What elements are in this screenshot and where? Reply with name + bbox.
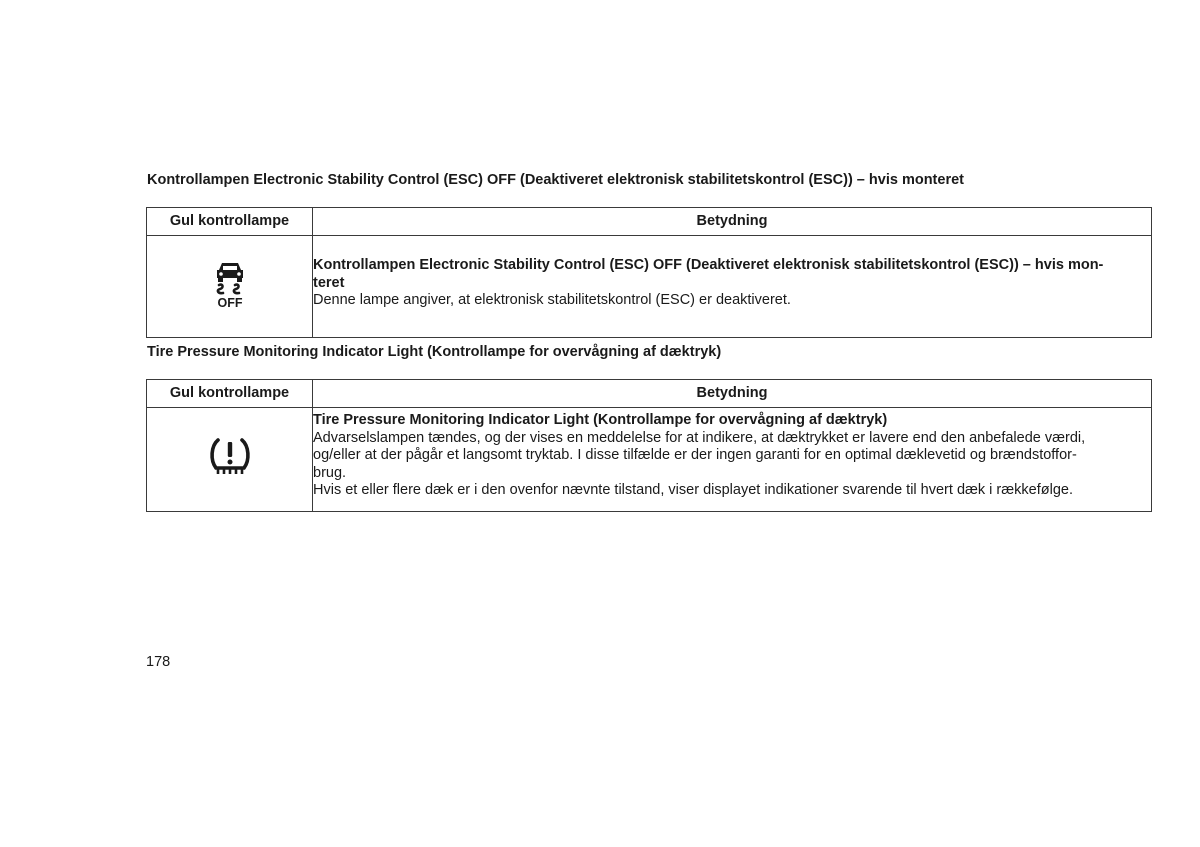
tire-pressure-table [146, 379, 1152, 512]
meaning-cell [313, 408, 1152, 512]
column-header-meaning: Betydning [313, 208, 1152, 236]
esc-off-description: Denne lampe angiver, at elektronisk stabilitetskontrol (ESC) er deaktiveret. [313, 292, 791, 308]
column-header-meaning: Betydning [313, 380, 1152, 408]
esc-off-icon-label: OFF [217, 295, 242, 309]
tire-pressure-icon [206, 436, 254, 478]
tire-pressure-title: Tire Pressure Monitoring Indicator Light (Kontrollampe for overvågning af dæktryk) [313, 412, 888, 428]
column-header-lamp: Gul kontrollampe [147, 380, 313, 408]
esc-off-table [146, 207, 1152, 338]
lamp-icon-cell [147, 236, 313, 338]
tire-pressure-text-line3: brug. [313, 464, 347, 481]
table-header-row [147, 208, 1152, 236]
lamp-icon-cell [147, 408, 313, 512]
tire-pressure-section-heading: Tire Pressure Monitoring Indicator Light (Kontrollampe for overvågning af dæktryk) [147, 344, 722, 360]
tire-pressure-text-line2: og/eller at der pågår et langsomt tryktab. I disse tilfælde er der ingen garanti for en optimal dæklevetid og brændstoffor- [313, 447, 1077, 463]
column-header-lamp: Gul kontrollampe [147, 208, 313, 236]
esc-off-icon [210, 259, 250, 309]
esc-off-section-heading: Kontrollampen Electronic Stability Control (ESC) OFF (Deaktiveret elektronisk stabilitetskontrol (ESC)) – hvis monteret [147, 172, 964, 188]
page-number: 178 [146, 654, 171, 670]
esc-off-title-line1: Kontrollampen Electronic Stability Control (ESC) OFF (Deaktiveret elektronisk stabilitetskontrol (ESC)) – hvis mon- [313, 257, 1104, 273]
tire-pressure-text-line4: Hvis et eller flere dæk er i den ovenfor nævnte tilstand, viser displayet indikationer svarende til hvert dæk i rækkefølge. [313, 482, 1073, 498]
table-row [147, 236, 1152, 338]
esc-off-title-line2: teret [313, 274, 345, 291]
tire-pressure-text-line1: Advarselslampen tændes, og der vises en meddelelse for at indikere, at dæktrykket er lavere end den anbefalede værdi, [313, 429, 1086, 446]
meaning-cell [313, 236, 1152, 338]
table-row [147, 408, 1152, 512]
table-header-row [147, 380, 1152, 408]
